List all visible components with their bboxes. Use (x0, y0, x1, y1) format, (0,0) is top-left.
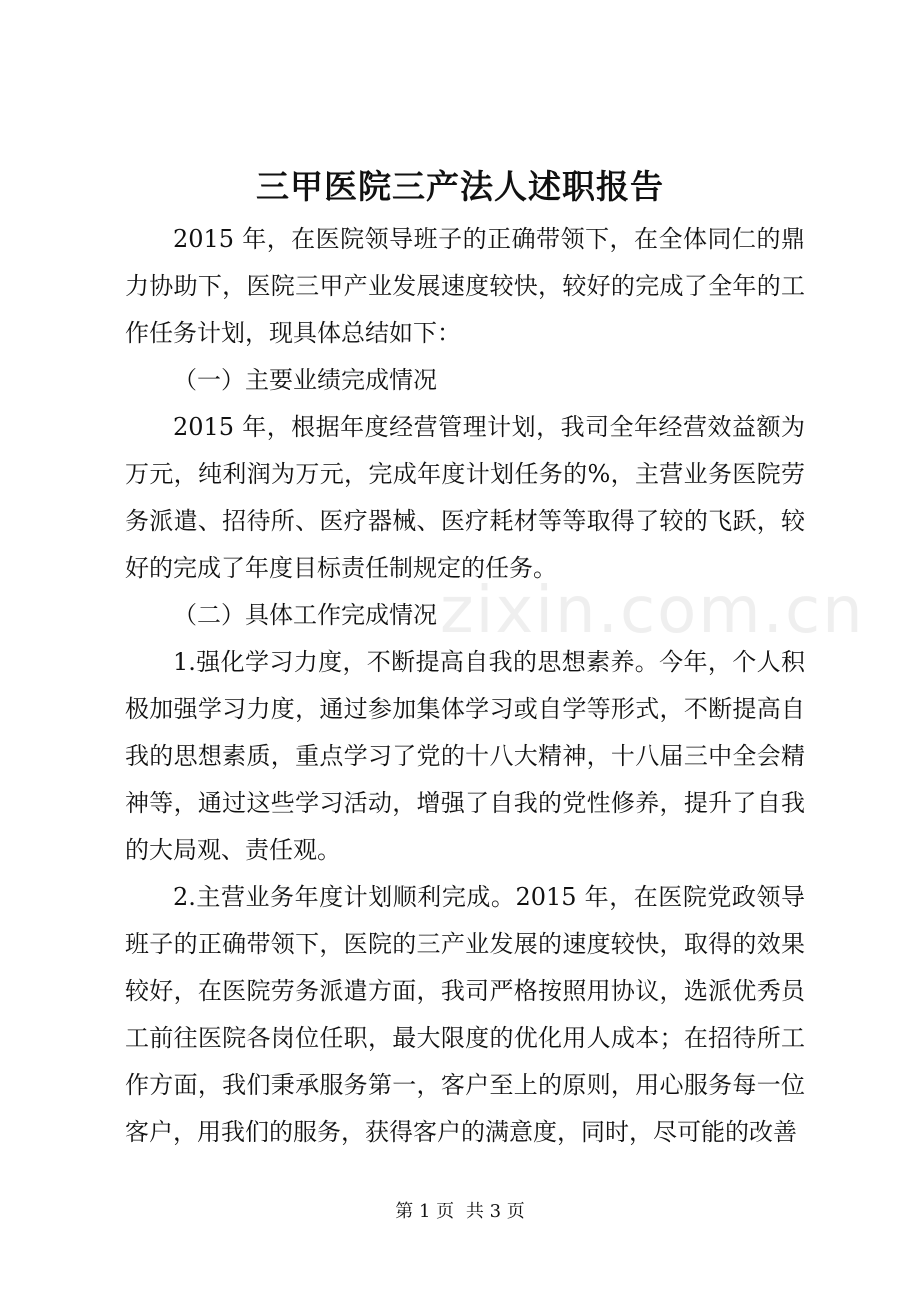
paragraph-intro: 2015 年，在医院领导班子的正确带领下，在全体同仁的鼎力协助下，医院三甲产业发展速度较快，较好的完成了全年的工作任务计划，现具体总结如下： (125, 225, 805, 347)
paragraph-business: 2.主营业务年度计划顺利完成。2015 年，在医院党政领导班子的正确带领下，医院的三产业发展的速度较快，取得的效果较好，在医院劳务派遣方面，我司严格按照用协议，选派优秀员工前往医院各岗位任职，最大限度的优化用人成本；在招待所工作方面，我们秉承服务第一，客户至上的原则，用心服务每一位客户，用我们的服务，获得客户的满意度，同时，尽可能的改善 (125, 883, 805, 1146)
page-number: 第 1 页 (395, 1201, 455, 1222)
paragraph-performance: 2015 年，根据年度经营管理计划，我司全年经营效益额为万元，纯利润为万元，完成年度计划任务的%，主营业务医院劳务派遣、招待所、医疗器械、医疗耗材等等取得了较的飞跃，较好的完成了年度目标责任制规定的任务。 (125, 413, 805, 582)
section-heading-2: （二）具体工作完成情况 (173, 601, 437, 629)
page-footer (0, 1198, 920, 1226)
watermark: zixin.com.cn (440, 574, 865, 648)
section-heading-1: （一）主要业绩完成情况 (173, 366, 437, 394)
document-title: 三甲医院三产法人述职报告 (256, 167, 664, 206)
paragraph-study: 1.强化学习力度，不断提高自我的思想素养。今年，个人积极加强学习力度，通过参加集体学习或自学等形式，不断提高自我的思想素质，重点学习了党的十八大精神，十八届三中全会精神等，通过这些学习活动，增强了自我的党性修养，提升了自我的大局观、责任观。 (125, 648, 805, 864)
page-total: 共 3 页 (465, 1201, 525, 1222)
document-body (125, 216, 805, 1156)
